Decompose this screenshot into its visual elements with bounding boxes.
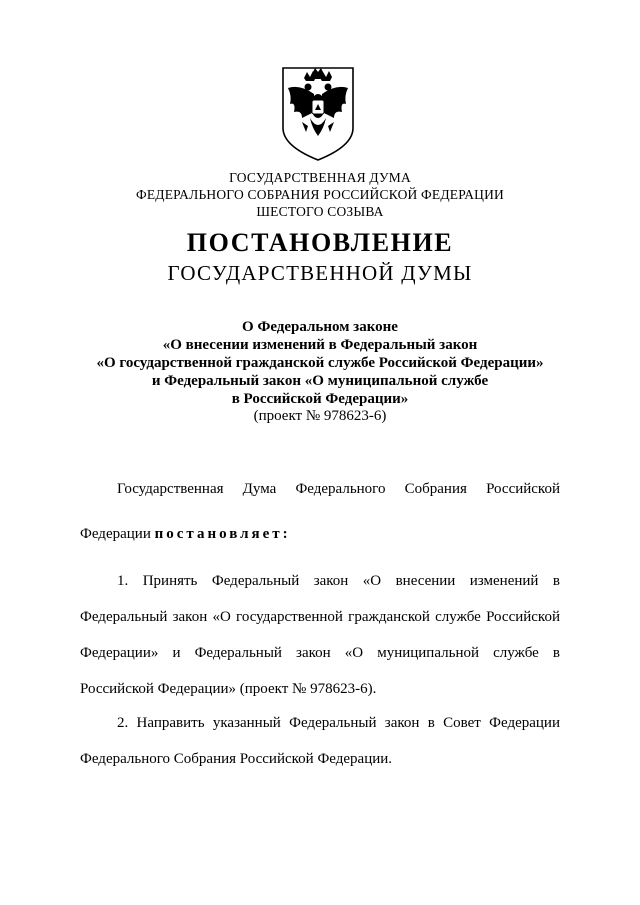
item-1-text-line: 1. Принять Федеральный закон «О внесении изменений в — [117, 573, 560, 589]
item-1-text-line: Федеральный закон «О государственной гражданской службе Российской — [80, 609, 560, 625]
subject-line: О Федеральном законе — [242, 319, 398, 335]
subject-line: «О внесении изменений в Федеральный закон — [162, 337, 478, 353]
subject-line: «О государственной гражданской службе Российской Федерации» — [96, 355, 544, 371]
decision-keyword: постановляет: — [154, 526, 291, 542]
subject-line: и Федеральный закон «О муниципальной службе — [151, 373, 489, 389]
item-2-text-line: 2. Направить указанный Федеральный закон в Совет Федерации — [117, 715, 560, 731]
project-number: (проект № 978623-6) — [253, 408, 387, 424]
preamble-text-line — [80, 525, 560, 543]
coat-of-arms-emblem-icon — [280, 66, 356, 162]
preamble-text-start: Федерации — [80, 526, 155, 542]
item-1-text-line: Федерации» и Федеральный закон «О муниципальной службе в — [80, 645, 560, 661]
convocation-line: ШЕСТОГО СОЗЫВА — [256, 204, 384, 219]
item-2-text-line: Федерального Собрания Российской Федерации. — [80, 751, 393, 767]
document-type-title: ПОСТАНОВЛЕНИЕ — [186, 228, 454, 257]
organization-name-line: ФЕДЕРАЛЬНОГО СОБРАНИЯ РОССИЙСКОЙ ФЕДЕРАЦИИ — [136, 187, 504, 202]
preamble-text-line: Государственная Дума Федерального Собрания Российской — [117, 481, 560, 497]
subject-line: в Российской Федерации» — [231, 391, 409, 407]
organization-name-line: ГОСУДАРСТВЕННАЯ ДУМА — [229, 170, 411, 185]
document-issuer-title: ГОСУДАРСТВЕННОЙ ДУМЫ — [167, 261, 473, 285]
item-1-text-line: Российской Федерации» (проект № 978623-6). — [80, 681, 377, 697]
